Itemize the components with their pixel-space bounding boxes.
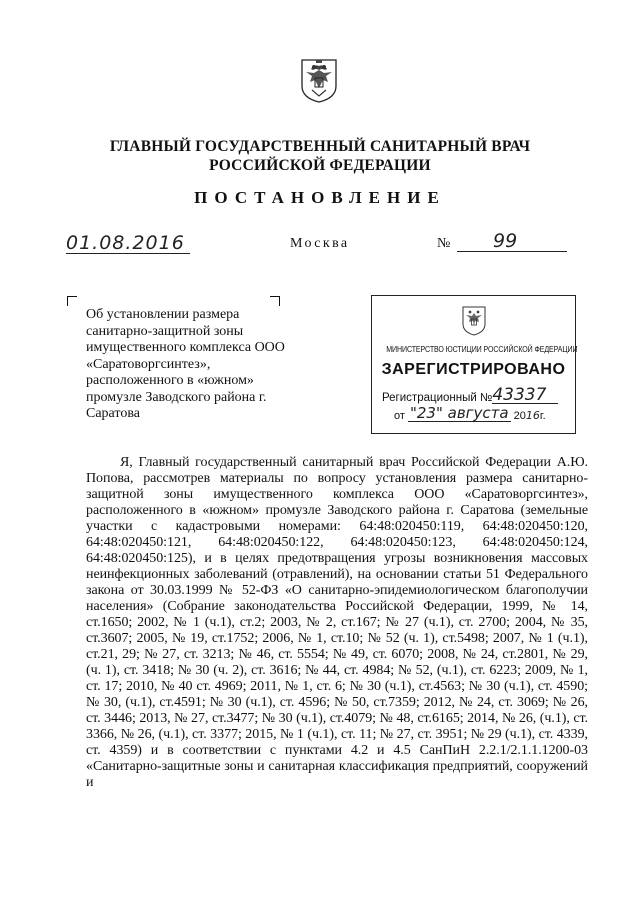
document-type: ПОСТАНОВЛЕНИЕ — [194, 188, 446, 207]
stamp-year-prefix: 20 — [513, 410, 526, 422]
document-city: Москва — [290, 236, 350, 251]
bracket-top-right — [270, 296, 280, 306]
stamp-date-value: "23" августа — [409, 404, 509, 422]
document-subject: Об установлении размера санитарно-защитной зоны имущественного комплекса ООО «Саратоворгсинтез», расположенного в «южном» промузле Заводского района г. Саратова — [86, 307, 285, 421]
registration-stamp — [371, 295, 576, 434]
org-title-line2: РОССИЙСКОЙ ФЕДЕРАЦИИ — [209, 157, 431, 174]
stamp-reg-label: Регистрационный № — [382, 392, 493, 404]
stamp-registered: ЗАРЕГИСТРИРОВАНО — [381, 361, 566, 378]
org-title-line1: ГЛАВНЫЙ ГОСУДАРСТВЕННЫЙ САНИТАРНЫЙ ВРАЧ — [109, 138, 531, 155]
coat-of-arms-icon — [296, 56, 342, 104]
stamp-date-row — [394, 406, 546, 422]
stamp-year-end: г. — [539, 410, 546, 422]
bracket-top-left — [67, 296, 77, 306]
number-label: № — [437, 236, 451, 251]
coat-of-arms-icon — [458, 304, 490, 336]
stamp-ministry: МИНИСТЕРСТВО ЮСТИЦИИ РОССИЙСКОЙ ФЕДЕРАЦИИ — [386, 345, 578, 354]
stamp-date-prefix: от — [394, 410, 405, 422]
document-body: Я, Главный государственный санитарный врач Российской Федерации А.Ю. Попова, рассмотрев материалы по вопросу установления размера санитарно-защитной зоны имущественного комплекса ООО «Саратоворгсинтез», расположенного в «южном» промузле Заводского района г. Саратова (земельные участки с кадастровыми номерами: 64:48:020450:119, 64:48:020450:120, 64:48:020450:121, 64:48:020450:122, 64:48:020450:123, 64:48:020450:124, 64:48:020450:125), и в целях предотвращения угрозы возникновения массовых неинфекционных заболеваний (отравлений), на основании статьи 51 Федерального закона от 30.03.1999 № 52-ФЗ «О санитарно-эпидемиологическом благополучии населения» (Собрание законодательства Российской Федерации, 1999, № 14, ст.1650; 2002, № 1 (ч.1), ст.2; 2003, № 2, ст.167; № 27 (ч.1), ст. 2700; 2004, № 35, ст.3607; 2005, № 19, ст.1752; 2006, № 1, ст.10; № 52 (ч. 1), ст.5498; 2007, № 1 (ч.1), ст.21, 29; № 27, ст. 3213; № 46, ст. 5554; № 49, ст. 6070; 2008, № 24, ст.2801, № 29, (ч. 1), ст. 3418; № 30 (ч. 2), ст. 3616; № 44, ст. 4984; № 52, (ч.1), ст. 6223; 2009, № 1, ст. 17; 2010, № 40 ст. 4969; 2011, № 1, ст. 6; № 30 (ч.1), ст.4563; № 30 (ч.1), ст. 4590; № 30, (ч.1), ст.4591; № 30 (ч.1), ст. 4596; № 50, ст.7359; 2012, № 24, ст. 3069; № 26, ст. 3446; 2013, № 27, ст.3477; № 30 (ч.1), ст.4079; № 48, ст.6165; 2014, № 26, (ч.1), ст. 3366, № 26, (ч.1), ст. 3377; 2015, № 1 (ч.1), ст. 11; № 27, ст. 3951; № 29 (ч.1), ст. 4339, ст. 4359) и в соответствии с пунктами 4.2 и 4.5 СанПиН 2.2.1/2.1.1.1200-03 «Санитарно-защитные зоны и санитарная классификация предприятий, сооружений и — [86, 455, 588, 790]
document-date: 01.08.2016 — [66, 233, 190, 254]
document-number: 99 — [457, 231, 567, 252]
stamp-year-suffix: 16 — [525, 409, 540, 422]
stamp-registration-row — [382, 387, 558, 404]
stamp-reg-number: 43337 — [492, 387, 558, 404]
